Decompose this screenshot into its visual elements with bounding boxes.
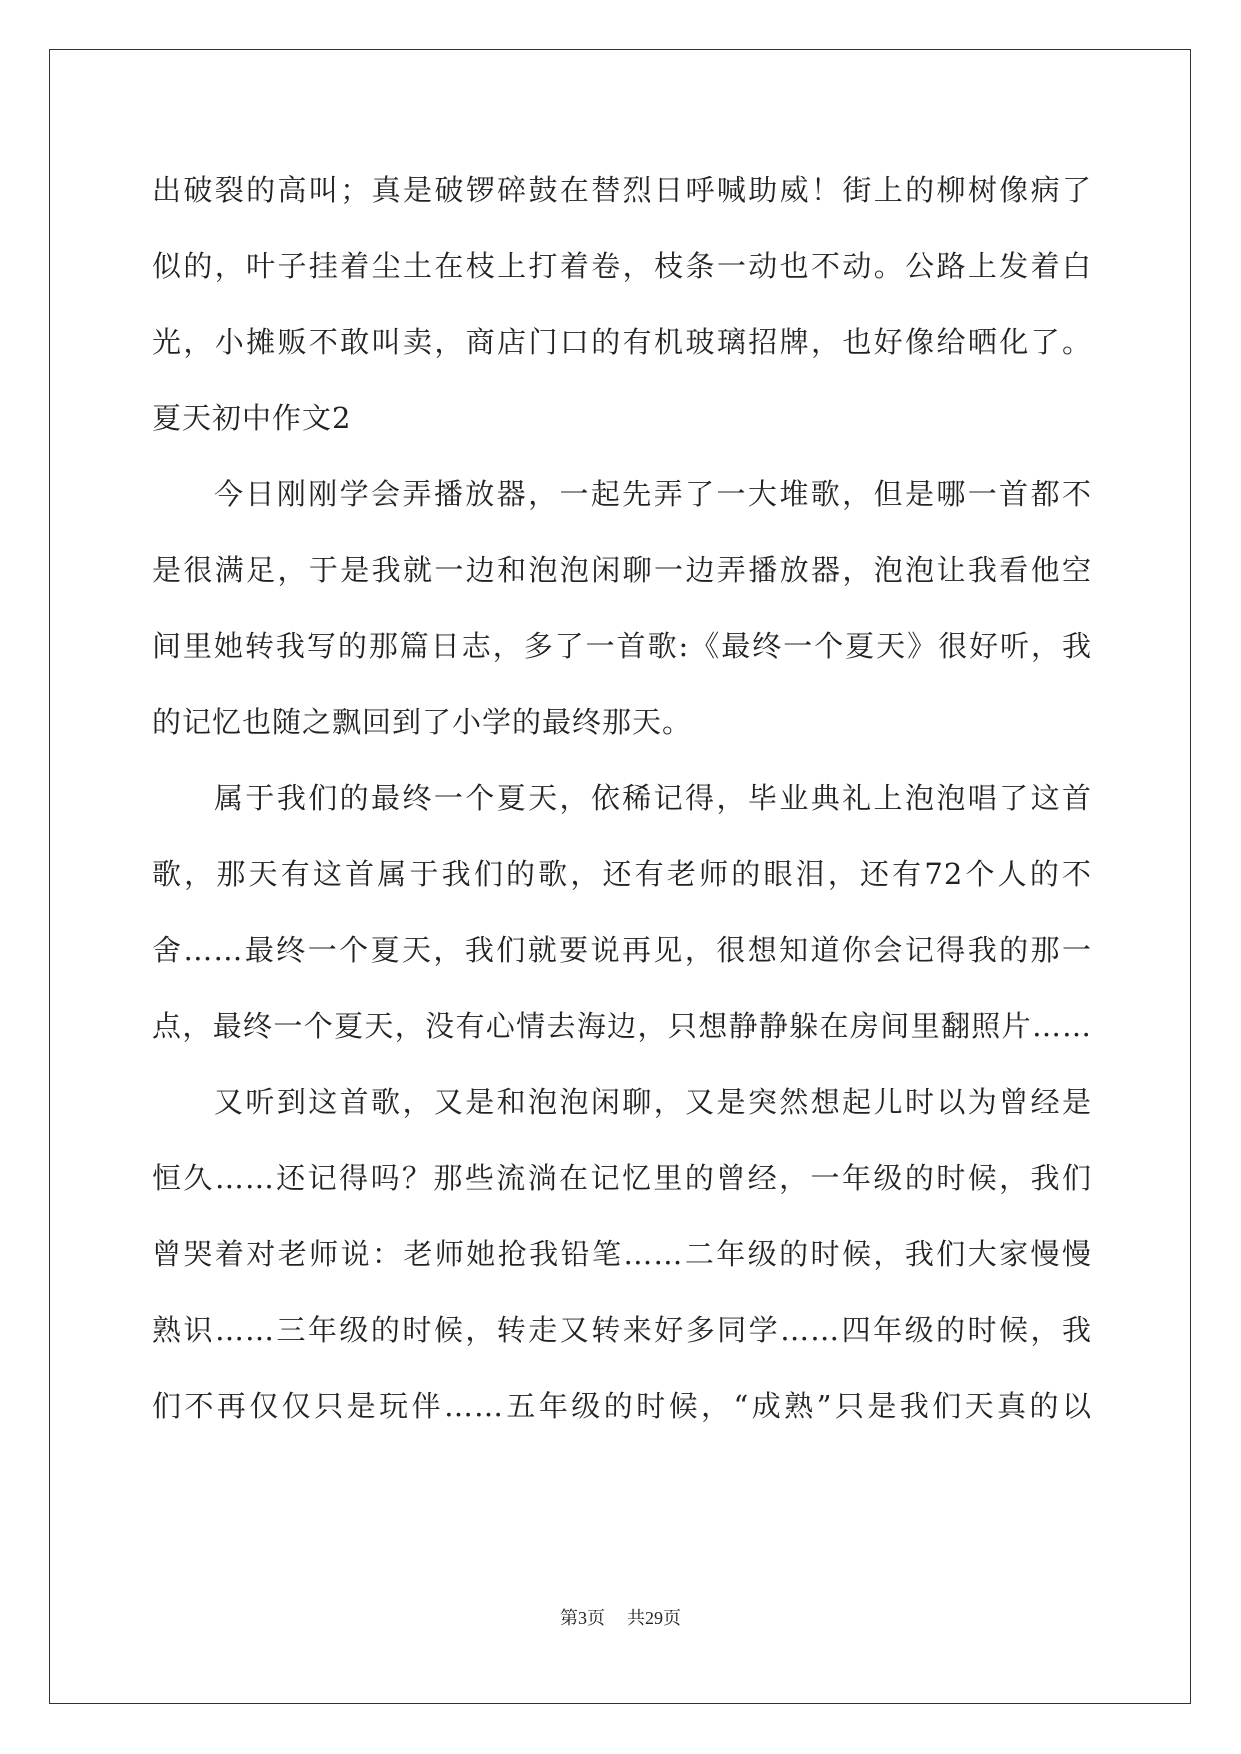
text-line: 点，最终一个夏天，没有心情去海边，只想静静躲在房间里翻照片……	[152, 1009, 1092, 1043]
page-total: 共29页	[627, 1608, 681, 1628]
text-line: 歌，那天有这首属于我们的歌，还有老师的眼泪，还有72个人的不	[152, 857, 1092, 891]
text-line: 是很满足，于是我就一边和泡泡闲聊一边弄播放器，泡泡让我看他空	[152, 553, 1092, 587]
text-line: 出破裂的高叫；真是破锣碎鼓在替烈日呼喊助威！街上的柳树像病了	[152, 173, 1092, 207]
text-line: 的记忆也随之飘回到了小学的最终那天。	[152, 705, 693, 739]
page-footer	[0, 1604, 1241, 1630]
text-line: 恒久……还记得吗？那些流淌在记忆里的曾经，一年级的时候，我们	[152, 1161, 1092, 1195]
text-line: 们不再仅仅只是玩伴……五年级的时候，“成熟”只是我们天真的以	[152, 1389, 1092, 1423]
text-line: 光，小摊贩不敢叫卖，商店门口的有机玻璃招牌，也好像给晒化了。	[152, 325, 1092, 359]
text-line: 曾哭着对老师说：老师她抢我铅笔……二年级的时候，我们大家慢慢	[152, 1237, 1092, 1271]
document-body	[152, 152, 1092, 1444]
text-line: 似的，叶子挂着尘土在枝上打着卷，枝条一动也不动。公路上发着白	[152, 249, 1092, 283]
page-number: 第3页	[560, 1608, 605, 1628]
text-line: 间里她转我写的那篇日志，多了一首歌:《最终一个夏天》很好听，我	[152, 629, 1092, 663]
section-heading: 夏天初中作文2	[152, 401, 352, 435]
text-line: 又听到这首歌，又是和泡泡闲聊，又是突然想起儿时以为曾经是	[214, 1085, 1092, 1119]
text-line: 属于我们的最终一个夏天，依稀记得，毕业典礼上泡泡唱了这首	[214, 781, 1092, 815]
text-line: 熟识……三年级的时候，转走又转来好多同学……四年级的时候，我	[152, 1313, 1092, 1347]
text-line: 舍……最终一个夏天，我们就要说再见，很想知道你会记得我的那一	[152, 933, 1092, 967]
text-line: 今日刚刚学会弄播放器，一起先弄了一大堆歌，但是哪一首都不	[214, 477, 1092, 511]
